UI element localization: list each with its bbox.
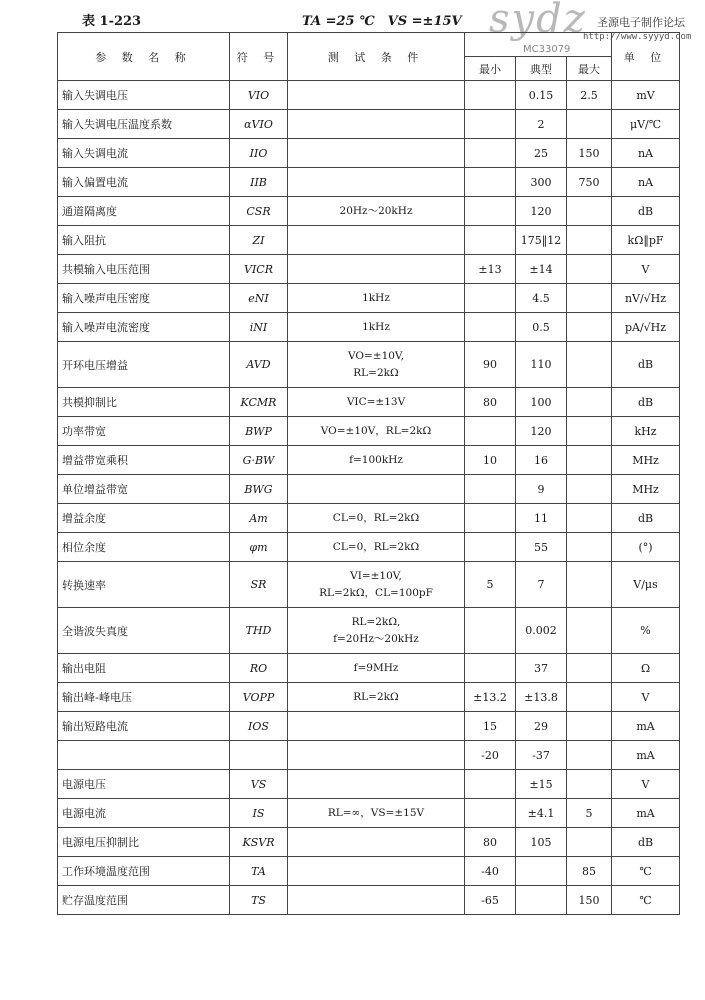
- table-row: [58, 139, 680, 168]
- table-row: [58, 608, 680, 654]
- value-min: [465, 284, 516, 313]
- value-max: [567, 608, 612, 654]
- value-min: 80: [465, 828, 516, 857]
- value-max: 750: [567, 168, 612, 197]
- value-max: 150: [567, 139, 612, 168]
- test-conditions-heading: TA =25 ℃ VS =±15V: [302, 14, 462, 29]
- value-min: ±13.2: [465, 683, 516, 712]
- param-name: 输出峰-峰电压: [58, 683, 230, 712]
- value-typ: 300: [516, 168, 567, 197]
- test-condition: [288, 770, 465, 799]
- param-symbol: G·BW: [230, 446, 288, 475]
- param-name: 电源电压抑制比: [58, 828, 230, 857]
- value-min: [465, 533, 516, 562]
- value-min: 90: [465, 342, 516, 388]
- table-row: [58, 168, 680, 197]
- test-condition-line: RL=∞，VS=±15V: [327, 806, 425, 819]
- param-name: 输入偏置电流: [58, 168, 230, 197]
- test-condition: [288, 533, 465, 562]
- table-row: [58, 683, 680, 712]
- value-typ: 25: [516, 139, 567, 168]
- table-row: [58, 446, 680, 475]
- test-condition: [288, 255, 465, 284]
- value-max: [567, 255, 612, 284]
- param-symbol: KSVR: [230, 828, 288, 857]
- param-name: 工作环境温度范围: [58, 857, 230, 886]
- param-name: 共模输入电压范围: [58, 255, 230, 284]
- value-typ: 0.5: [516, 313, 567, 342]
- table-row: [58, 417, 680, 446]
- value-max: [567, 712, 612, 741]
- value-typ: 120: [516, 417, 567, 446]
- param-name: 输入噪声电流密度: [58, 313, 230, 342]
- table-row: [58, 533, 680, 562]
- col-header-min: 最小: [465, 57, 516, 81]
- value-max: 85: [567, 857, 612, 886]
- param-name: 输出电阻: [58, 654, 230, 683]
- param-name: 通道隔离度: [58, 197, 230, 226]
- unit: μV/℃: [612, 110, 680, 139]
- test-condition-line: RL=2kΩ，CL=100pF: [319, 586, 433, 599]
- param-name: 输入阻抗: [58, 226, 230, 255]
- param-name: [58, 741, 230, 770]
- value-typ: 110: [516, 342, 567, 388]
- value-max: [567, 342, 612, 388]
- col-header-values: [465, 33, 612, 57]
- test-condition: [288, 81, 465, 110]
- table-row: [58, 886, 680, 915]
- table-row: [58, 255, 680, 284]
- test-condition-line: f=100kHz: [349, 453, 403, 466]
- param-name: 输出短路电流: [58, 712, 230, 741]
- param-name: 输入失调电压: [58, 81, 230, 110]
- param-name: 转换速率: [58, 562, 230, 608]
- value-max: [567, 533, 612, 562]
- value-typ: ±14: [516, 255, 567, 284]
- value-typ: 16: [516, 446, 567, 475]
- unit: MHz: [612, 475, 680, 504]
- test-condition: [288, 608, 465, 654]
- value-max: 5: [567, 799, 612, 828]
- table-row: [58, 741, 680, 770]
- value-typ: 120: [516, 197, 567, 226]
- value-max: [567, 313, 612, 342]
- test-condition-line: VIC=±13V: [346, 395, 406, 408]
- test-condition: [288, 168, 465, 197]
- col-header-max: 最大: [567, 57, 612, 81]
- param-name: 输入失调电压温度系数: [58, 110, 230, 139]
- test-condition: [288, 417, 465, 446]
- param-symbol: IS: [230, 799, 288, 828]
- test-condition: [288, 475, 465, 504]
- unit: dB: [612, 504, 680, 533]
- unit: MHz: [612, 446, 680, 475]
- value-typ: 11: [516, 504, 567, 533]
- value-min: [465, 313, 516, 342]
- unit: ℃: [612, 886, 680, 915]
- value-max: [567, 683, 612, 712]
- test-condition: [288, 828, 465, 857]
- value-min: [465, 504, 516, 533]
- col-header-unit: 单 位: [612, 33, 680, 81]
- param-name: 相位余度: [58, 533, 230, 562]
- unit: V: [612, 683, 680, 712]
- value-min: [465, 110, 516, 139]
- value-max: [567, 562, 612, 608]
- value-typ: ±15: [516, 770, 567, 799]
- watermark-url: http://www.syyyd.com: [583, 32, 692, 42]
- test-condition: [288, 139, 465, 168]
- test-condition: [288, 197, 465, 226]
- unit: nV/√Hz: [612, 284, 680, 313]
- test-condition: [288, 857, 465, 886]
- value-max: [567, 417, 612, 446]
- value-typ: 55: [516, 533, 567, 562]
- table-row: [58, 81, 680, 110]
- param-name: 功率带宽: [58, 417, 230, 446]
- value-min: -20: [465, 741, 516, 770]
- value-typ: 0.15: [516, 81, 567, 110]
- value-max: 2.5: [567, 81, 612, 110]
- table-row: [58, 313, 680, 342]
- test-condition-line: VO=±10V，RL=2kΩ: [320, 424, 432, 437]
- param-name: 全谐波失真度: [58, 608, 230, 654]
- param-symbol: AVD: [230, 342, 288, 388]
- value-max: [567, 475, 612, 504]
- test-condition-line: VO=±10V,: [347, 349, 405, 362]
- unit: V: [612, 255, 680, 284]
- unit: V: [612, 770, 680, 799]
- test-condition: [288, 313, 465, 342]
- test-condition-line: CL=0，RL=2kΩ: [332, 540, 420, 553]
- value-max: [567, 741, 612, 770]
- param-name: 电源电压: [58, 770, 230, 799]
- value-max: [567, 197, 612, 226]
- spec-table: [57, 32, 680, 915]
- test-condition: [288, 683, 465, 712]
- unit: dB: [612, 342, 680, 388]
- table-row: [58, 770, 680, 799]
- param-symbol: iNI: [230, 313, 288, 342]
- unit: ℃: [612, 857, 680, 886]
- param-symbol: VICR: [230, 255, 288, 284]
- test-condition-line: RL=2kΩ: [353, 366, 399, 379]
- table-number: 表 1-223: [82, 14, 142, 29]
- value-typ: 105: [516, 828, 567, 857]
- param-symbol: BWG: [230, 475, 288, 504]
- table-row: [58, 712, 680, 741]
- param-symbol: BWP: [230, 417, 288, 446]
- value-typ: 4.5: [516, 284, 567, 313]
- value-max: [567, 654, 612, 683]
- param-name: 共模抑制比: [58, 388, 230, 417]
- value-typ: 29: [516, 712, 567, 741]
- value-typ: 9: [516, 475, 567, 504]
- value-typ: 2: [516, 110, 567, 139]
- value-max: 150: [567, 886, 612, 915]
- test-condition: [288, 504, 465, 533]
- value-min: -40: [465, 857, 516, 886]
- spec-table-body: [58, 81, 680, 915]
- param-name: 输入失调电流: [58, 139, 230, 168]
- param-symbol: VIO: [230, 81, 288, 110]
- table-row: [58, 342, 680, 388]
- table-row: [58, 197, 680, 226]
- col-header-test: 测 试 条 件: [288, 33, 465, 81]
- param-name: 增益带宽乘积: [58, 446, 230, 475]
- unit: mA: [612, 741, 680, 770]
- test-condition: [288, 110, 465, 139]
- table-row: [58, 475, 680, 504]
- param-symbol: Am: [230, 504, 288, 533]
- value-min: 10: [465, 446, 516, 475]
- param-symbol: IIB: [230, 168, 288, 197]
- value-min: [465, 139, 516, 168]
- test-condition-line: f=9MHz: [353, 661, 399, 674]
- value-typ: 37: [516, 654, 567, 683]
- value-max: [567, 770, 612, 799]
- param-name: 贮存温度范围: [58, 886, 230, 915]
- value-typ: 175‖12: [516, 226, 567, 255]
- param-name: 单位增益带宽: [58, 475, 230, 504]
- unit: nA: [612, 168, 680, 197]
- unit: kΩ‖pF: [612, 226, 680, 255]
- value-min: 5: [465, 562, 516, 608]
- unit: Ω: [612, 654, 680, 683]
- unit: (°): [612, 533, 680, 562]
- test-condition: [288, 712, 465, 741]
- unit: dB: [612, 828, 680, 857]
- table-row: [58, 799, 680, 828]
- unit: nA: [612, 139, 680, 168]
- value-typ: 100: [516, 388, 567, 417]
- watermark-site-name: 圣源电子制作论坛: [597, 16, 685, 29]
- value-min: [465, 608, 516, 654]
- value-min: [465, 81, 516, 110]
- table-row: [58, 284, 680, 313]
- value-typ: ±4.1: [516, 799, 567, 828]
- value-min: [465, 799, 516, 828]
- unit: pA/√Hz: [612, 313, 680, 342]
- unit: dB: [612, 197, 680, 226]
- param-symbol: αVIO: [230, 110, 288, 139]
- test-condition-line: f=20Hz～20kHz: [333, 632, 419, 645]
- value-max: [567, 226, 612, 255]
- param-symbol: VOPP: [230, 683, 288, 712]
- value-typ: 7: [516, 562, 567, 608]
- col-header-symbol: 符 号: [230, 33, 288, 81]
- watermark-logo: sydz: [489, 0, 587, 42]
- test-condition-line: RL=2kΩ: [353, 690, 399, 703]
- value-max: [567, 110, 612, 139]
- test-condition: [288, 226, 465, 255]
- param-symbol: IIO: [230, 139, 288, 168]
- value-min: 15: [465, 712, 516, 741]
- param-symbol: IOS: [230, 712, 288, 741]
- value-min: [465, 168, 516, 197]
- value-min: ±13: [465, 255, 516, 284]
- param-symbol: ZI: [230, 226, 288, 255]
- unit: kHz: [612, 417, 680, 446]
- value-max: [567, 446, 612, 475]
- param-symbol: CSR: [230, 197, 288, 226]
- value-max: [567, 284, 612, 313]
- table-row: [58, 110, 680, 139]
- col-header-typ: 典型: [516, 57, 567, 81]
- table-row: [58, 504, 680, 533]
- test-condition-line: RL=2kΩ,: [351, 615, 401, 628]
- test-condition-line: VI=±10V,: [350, 569, 402, 582]
- table-row: [58, 388, 680, 417]
- param-symbol: φm: [230, 533, 288, 562]
- table-row: [58, 654, 680, 683]
- test-condition: [288, 284, 465, 313]
- unit: mA: [612, 712, 680, 741]
- test-condition-line: CL=0，RL=2kΩ: [332, 511, 420, 524]
- test-condition: [288, 799, 465, 828]
- param-name: 开环电压增益: [58, 342, 230, 388]
- param-symbol: KCMR: [230, 388, 288, 417]
- param-symbol: [230, 741, 288, 770]
- test-condition: [288, 388, 465, 417]
- test-condition-line: 1kHz: [362, 291, 390, 304]
- param-symbol: eNI: [230, 284, 288, 313]
- param-symbol: RO: [230, 654, 288, 683]
- value-typ: -37: [516, 741, 567, 770]
- value-typ: ±13.8: [516, 683, 567, 712]
- watermark-part-number: MC33079: [523, 44, 571, 55]
- value-min: [465, 226, 516, 255]
- value-max: [567, 388, 612, 417]
- unit: mV: [612, 81, 680, 110]
- unit: V/μs: [612, 562, 680, 608]
- unit: dB: [612, 388, 680, 417]
- value-typ: [516, 857, 567, 886]
- value-typ: [516, 886, 567, 915]
- value-min: [465, 197, 516, 226]
- table-row: [58, 562, 680, 608]
- test-condition: [288, 342, 465, 388]
- test-condition: [288, 886, 465, 915]
- value-min: [465, 770, 516, 799]
- value-max: [567, 504, 612, 533]
- param-name: 电源电流: [58, 799, 230, 828]
- unit: %: [612, 608, 680, 654]
- value-min: [465, 475, 516, 504]
- value-max: [567, 828, 612, 857]
- param-symbol: THD: [230, 608, 288, 654]
- param-name: 增益余度: [58, 504, 230, 533]
- param-symbol: TA: [230, 857, 288, 886]
- test-condition-line: 1kHz: [362, 320, 390, 333]
- table-row: [58, 828, 680, 857]
- unit: mA: [612, 799, 680, 828]
- test-condition: [288, 741, 465, 770]
- value-min: [465, 654, 516, 683]
- value-min: 80: [465, 388, 516, 417]
- param-name: 输入噪声电压密度: [58, 284, 230, 313]
- param-symbol: TS: [230, 886, 288, 915]
- param-symbol: SR: [230, 562, 288, 608]
- value-min: -65: [465, 886, 516, 915]
- param-symbol: VS: [230, 770, 288, 799]
- test-condition: [288, 446, 465, 475]
- test-condition: [288, 654, 465, 683]
- value-typ: 0.002: [516, 608, 567, 654]
- col-header-param: 参 数 名 称: [58, 33, 230, 81]
- test-condition: [288, 562, 465, 608]
- table-row: [58, 857, 680, 886]
- table-row: [58, 226, 680, 255]
- value-min: [465, 417, 516, 446]
- test-condition-line: 20Hz～20kHz: [339, 204, 413, 217]
